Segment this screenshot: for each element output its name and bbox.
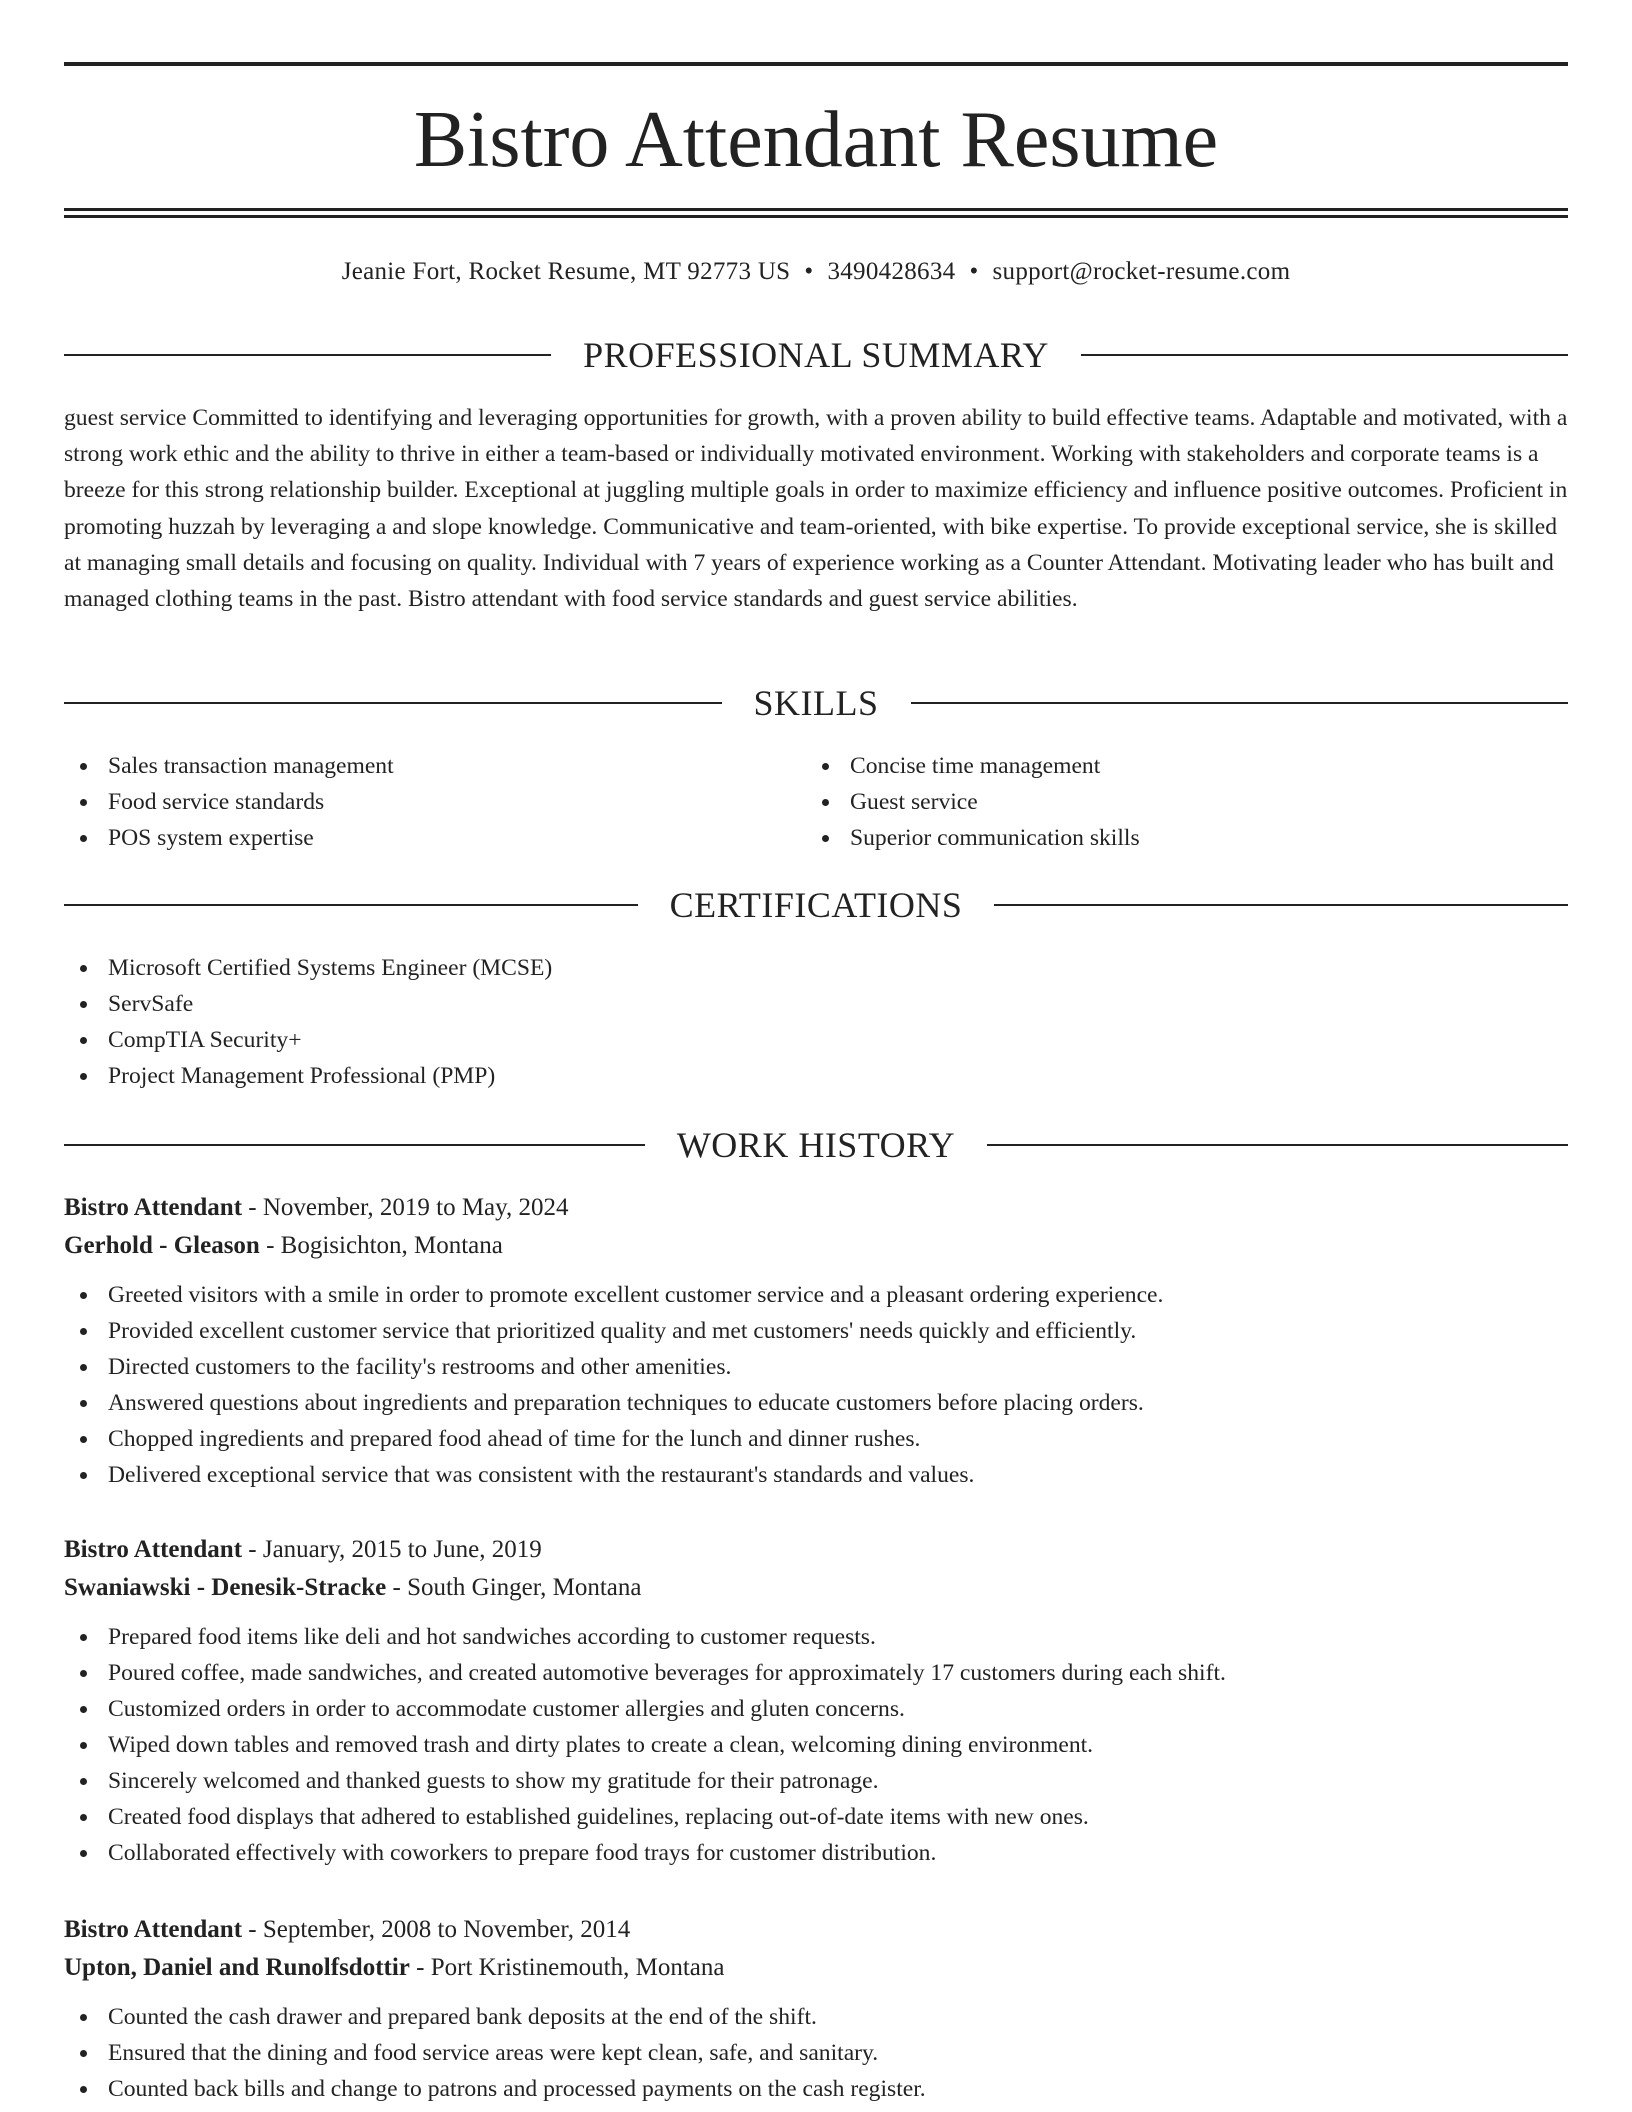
certification-item: ServSafe bbox=[64, 986, 1568, 1022]
heading-rule bbox=[64, 1144, 645, 1146]
section-heading-skills bbox=[64, 681, 1568, 725]
job-duties-list bbox=[64, 1619, 1568, 1871]
certification-item: Project Management Professional (PMP) bbox=[64, 1058, 1568, 1094]
job-company: Gerhold - Gleason bbox=[64, 1232, 260, 1259]
summary-paragraph: guest service Committed to identifying and leveraging opportunities for growth, with a proven ability to build effective teams. Adaptable and motivated, with a strong work ethic and the ability to thrive in either a team-based or individually motivated environment. Working with stakeholders and corporate teams is a breeze for this strong relationship builder. Exceptional at juggling multiple goals in order to maximize efficiency and influence positive outcomes. Proficient in promoting huzzah by leveraging a and slope knowledge. Communicative and team-oriented, with bike expertise. To provide exceptional service, she is skilled at managing small details and focusing on quality. Individual with 7 years of experience working as a Counter Attendant. Motivating leader who has built and managed clothing teams in the past. Bistro attendant with food service standards and guest service abilities. bbox=[64, 405, 1568, 613]
job-location: Bogisichton, Montana bbox=[280, 1232, 503, 1259]
header-top-rule bbox=[64, 62, 1568, 66]
heading-rule bbox=[911, 702, 1569, 704]
skills-list-left bbox=[64, 748, 804, 856]
job-duty: Created food displays that adhered to established guidelines, replacing out-of-date items with new ones. bbox=[64, 1799, 1568, 1835]
section-heading-label: PROFESSIONAL SUMMARY bbox=[583, 335, 1049, 375]
skills-column-right bbox=[806, 748, 1546, 856]
section-heading-certifications bbox=[64, 883, 1568, 927]
job-duties-list bbox=[64, 1277, 1568, 1493]
job-title: Bistro Attendant bbox=[64, 1536, 243, 1563]
contact-separator: • bbox=[969, 258, 979, 285]
section-heading-summary bbox=[64, 333, 1568, 377]
job-title: Bistro Attendant bbox=[64, 1194, 243, 1221]
job-duty: Delivered exceptional service that was consistent with the restaurant's standards and values. bbox=[64, 1457, 1568, 1493]
section-heading-work-history bbox=[64, 1123, 1568, 1167]
job-entry bbox=[64, 1911, 1568, 2107]
contact-address: Jeanie Fort, Rocket Resume, MT 92773 US bbox=[341, 258, 791, 285]
job-title: Bistro Attendant bbox=[64, 1916, 243, 1943]
job-duty: Counted the cash drawer and prepared bank deposits at the end of the shift. bbox=[64, 1999, 1568, 2035]
skill-item: Superior communication skills bbox=[806, 820, 1546, 856]
skill-item: POS system expertise bbox=[64, 820, 804, 856]
job-company-line: Swaniawski - Denesik-Stracke - South Ginger, Montana bbox=[64, 1574, 642, 1601]
skill-item: Food service standards bbox=[64, 784, 804, 820]
job-duty: Prepared food items like deli and hot sandwiches according to customer requests. bbox=[64, 1619, 1568, 1655]
skill-item: Concise time management bbox=[806, 748, 1546, 784]
contact-line bbox=[64, 254, 1568, 290]
job-duty: Chopped ingredients and prepared food ahead of time for the lunch and dinner rushes. bbox=[64, 1421, 1568, 1457]
job-company-line: Gerhold - Gleason - Bogisichton, Montana bbox=[64, 1232, 503, 1259]
contact-phone: 3490428634 bbox=[827, 258, 956, 285]
skill-item: Sales transaction management bbox=[64, 748, 804, 784]
job-entry bbox=[64, 1531, 1568, 1871]
job-duty: Answered questions about ingredients and preparation techniques to educate customers before placing orders. bbox=[64, 1385, 1568, 1421]
job-company-line: Upton, Daniel and Runolfsdottir - Port Kristinemouth, Montana bbox=[64, 1954, 725, 1981]
certification-item: CompTIA Security+ bbox=[64, 1022, 1568, 1058]
contact-email: support@rocket-resume.com bbox=[992, 258, 1291, 285]
section-heading-label: SKILLS bbox=[753, 683, 879, 723]
heading-rule bbox=[64, 702, 722, 704]
heading-rule bbox=[64, 904, 638, 906]
job-dates: January, 2015 to June, 2019 bbox=[262, 1536, 542, 1563]
contact-separator: • bbox=[804, 258, 814, 285]
heading-rule bbox=[987, 1144, 1568, 1146]
job-duty: Collaborated effectively with coworkers to prepare food trays for customer distribution. bbox=[64, 1835, 1568, 1871]
job-duties-list bbox=[64, 1999, 1568, 2107]
job-entry bbox=[64, 1189, 1568, 1493]
heading-rule bbox=[64, 354, 551, 356]
job-duty: Customized orders in order to accommodate customer allergies and gluten concerns. bbox=[64, 1691, 1568, 1727]
job-duty: Sincerely welcomed and thanked guests to show my gratitude for their patronage. bbox=[64, 1763, 1568, 1799]
job-title-line: Bistro Attendant - January, 2015 to June, 2019 bbox=[64, 1536, 542, 1563]
section-heading-label: CERTIFICATIONS bbox=[669, 885, 963, 925]
skills-list-right bbox=[806, 748, 1546, 856]
resume-title: Bistro Attendant Resume bbox=[413, 96, 1219, 184]
job-title-line: Bistro Attendant - November, 2019 to May, 2024 bbox=[64, 1194, 569, 1221]
job-duty: Directed customers to the facility's restrooms and other amenities. bbox=[64, 1349, 1568, 1385]
job-duty: Wiped down tables and removed trash and dirty plates to create a clean, welcoming dining environment. bbox=[64, 1727, 1568, 1763]
job-duty: Greeted visitors with a smile in order to promote excellent customer service and a pleasant ordering experience. bbox=[64, 1277, 1568, 1313]
header-double-rule bbox=[64, 208, 1568, 218]
job-duty: Poured coffee, made sandwiches, and created automotive beverages for approximately 17 customers during each shift. bbox=[64, 1655, 1568, 1691]
job-company: Upton, Daniel and Runolfsdottir bbox=[64, 1954, 410, 1981]
certification-item: Microsoft Certified Systems Engineer (MCSE) bbox=[64, 950, 1568, 986]
section-heading-label: WORK HISTORY bbox=[676, 1125, 956, 1165]
certifications-list bbox=[64, 950, 1568, 1094]
job-location: Port Kristinemouth, Montana bbox=[430, 1954, 725, 1981]
job-duty: Counted back bills and change to patrons and processed payments on the cash register. bbox=[64, 2071, 1568, 2107]
job-dates: September, 2008 to November, 2014 bbox=[262, 1916, 631, 1943]
job-title-line: Bistro Attendant - September, 2008 to November, 2014 bbox=[64, 1916, 631, 1943]
skill-item: Guest service bbox=[806, 784, 1546, 820]
job-location: South Ginger, Montana bbox=[407, 1574, 642, 1601]
heading-rule bbox=[994, 904, 1568, 906]
skills-column-left bbox=[64, 748, 804, 856]
job-duty: Provided excellent customer service that prioritized quality and met customers' needs quickly and efficiently. bbox=[64, 1313, 1568, 1349]
job-duty: Ensured that the dining and food service areas were kept clean, safe, and sanitary. bbox=[64, 2035, 1568, 2071]
heading-rule bbox=[1081, 354, 1568, 356]
job-dates: November, 2019 to May, 2024 bbox=[262, 1194, 569, 1221]
job-company: Swaniawski - Denesik-Stracke bbox=[64, 1574, 387, 1601]
certifications-block bbox=[64, 950, 1568, 1094]
